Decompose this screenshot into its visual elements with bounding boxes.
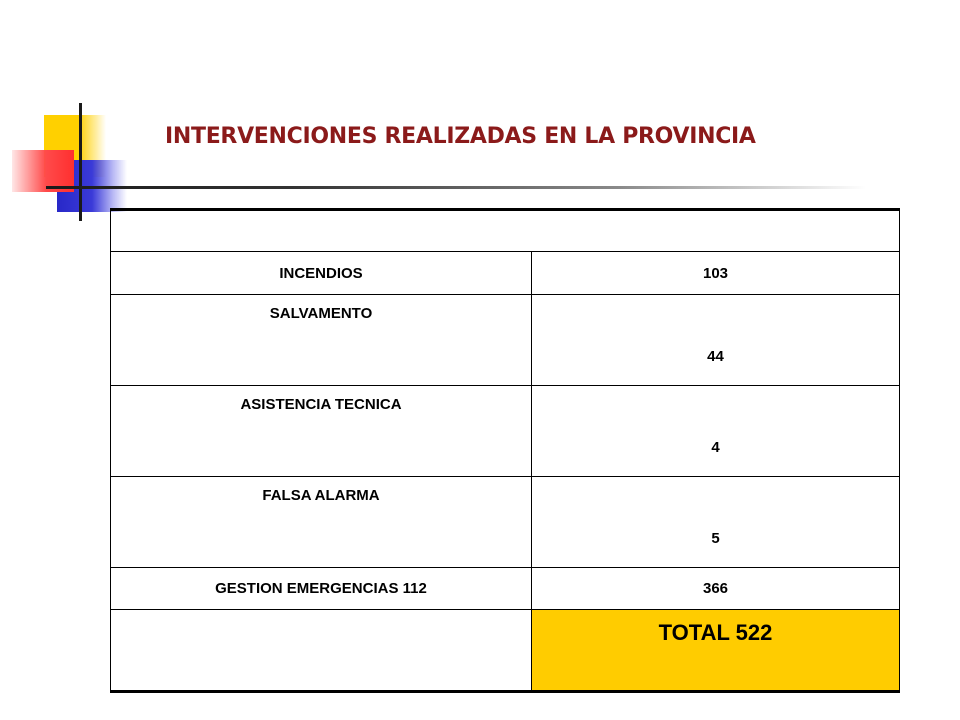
total-row	[111, 610, 900, 692]
total-cell: TOTAL 522	[532, 610, 900, 692]
row-label: INCENDIOS	[111, 252, 532, 295]
row-value: 4	[532, 386, 900, 477]
row-label: GESTION EMERGENCIAS 112	[111, 568, 532, 610]
table-row	[111, 477, 900, 568]
decorative-vertical-line	[79, 103, 82, 221]
empty-total-label-cell	[111, 610, 532, 692]
table-row	[111, 252, 900, 295]
interventions-table	[110, 208, 900, 693]
row-value: 366	[532, 568, 900, 610]
row-value: 44	[532, 295, 900, 386]
row-value: 5	[532, 477, 900, 568]
row-label: SALVAMENTO	[111, 295, 532, 386]
table-row	[111, 568, 900, 610]
row-value: 103	[532, 252, 900, 295]
row-label: ASISTENCIA TECNICA	[111, 386, 532, 477]
row-label: FALSA ALARMA	[111, 477, 532, 568]
slide-title: INTERVENCIONES REALIZADAS EN LA PROVINCIA	[165, 124, 756, 149]
title-underline	[46, 186, 866, 189]
table-header-row	[111, 210, 900, 252]
table-row	[111, 386, 900, 477]
table-row	[111, 295, 900, 386]
empty-header-cell	[111, 210, 900, 252]
